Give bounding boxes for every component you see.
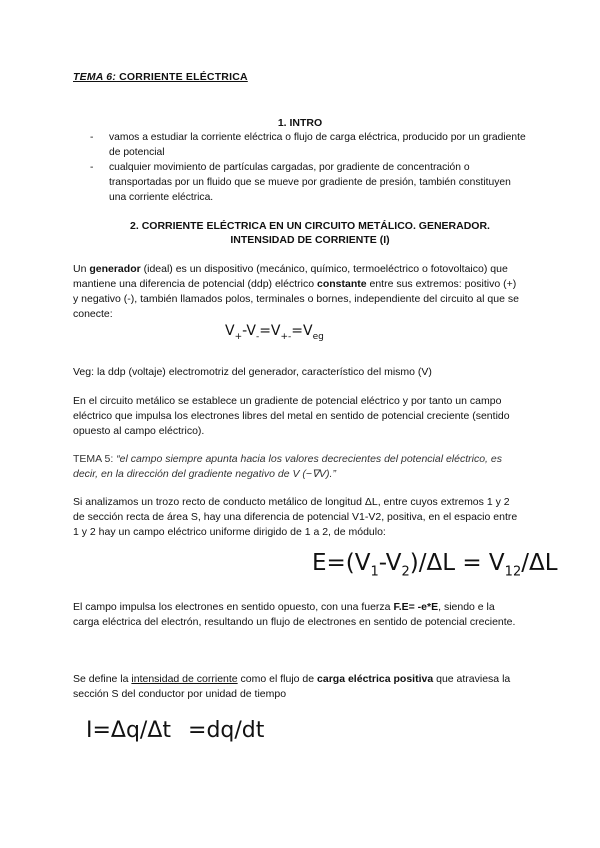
bold-term: generador [89,263,141,275]
section2-heading-line1: 2. CORRIENTE ELÉCTRICA EN UN CIRCUITO METÁLICO. GENERADOR. [130,220,490,232]
bold-term: carga eléctrica positiva [317,673,434,685]
bullet-item: - vamos a estudiar la corriente eléctrica o flujo de carga eléctrica, producido por un gradiente de potencial [90,131,530,160]
text-run: (ideal) es un dispositivo (mecánico, químico, termoeléctrico o fotovoltaico) que mantiene una diferencia de potencial (ddp) eléctrico [73,263,508,290]
underlined-term: intensidad de corriente [131,673,238,685]
formula-campo [312,550,558,580]
text-run: El campo impulsa los electrones en sentido opuesto, con una fuerza [73,601,394,613]
note-quote: “el campo siempre apunta hacia los valores decrecientes del potencial eléctrico, es decir, en la dirección del gradiente negativo de V (−∇V).” [73,453,502,480]
paragraph-tema5-note [73,452,523,482]
formula-part: /ΔL [521,550,558,576]
text-run: como el flujo de [237,673,318,685]
formula-sub: +- [280,331,292,342]
paragraph-veg: Veg: la ddp (voltaje) electromotriz del generador, característico del mismo (V) [73,366,432,378]
text-run: Se define la [73,673,132,685]
section2-heading-line2: INTENSIDAD DE CORRIENTE (I) [230,234,390,246]
formula-intensidad [86,718,264,743]
section1-heading: 1. INTRO [277,117,323,129]
text-run: entre sus extremos: positivo (+) y negativo (-), también llamados polos, terminales o bornes, independiente del circuito al que se conecte: [73,278,519,320]
text-run: Un [73,263,90,275]
formula-sub: + [234,331,243,342]
formula-part: E=(V [312,550,371,576]
formula-part: V [225,323,235,339]
paragraph-circuito: En el circuito metálico se establece un gradiente de potencial eléctrico y por tanto un campo eléctrico que impulsa los electrones libres del metal en sentido de potencial creciente (sentido opuesto al campo eléctrico). [73,395,510,437]
intro-bullet-list [90,131,530,207]
paragraph-trozo: Si analizamos un trozo recto de conducto metálico de longitud ΔL, entre cuyos extremos 1 y 2 de sección recta de área S, hay una diferencia de potencial V1-V2, positiva, en el espacio entre 1 y 2 hay un campo eléctrico uniforme dirigido de 1 a 2, de módulo: [73,496,518,538]
paragraph-generador [73,262,523,322]
formula-part: =V [291,323,313,339]
formula-veg [225,323,324,342]
formula-part: =V [259,323,281,339]
formula-sub: 12 [504,564,522,580]
bold-term: constante [316,278,367,290]
formula-part: -V [242,323,256,339]
title-prefix: TEMA 6: [73,71,117,83]
title-text: CORRIENTE ELÉCTRICA [116,71,248,83]
formula-sub: 2 [401,564,410,580]
note-label: TEMA 5: [73,453,117,465]
text-run: , siendo e la carga eléctrica del electrón, resultando un flujo de electrones en sentido de potencial creciente. [73,601,516,628]
bold-term: F.E= -e*E [393,601,439,613]
formula-sub: eg [312,331,324,342]
text-run: que atraviesa la sección S del conductor por unidad de tiempo [73,673,511,700]
paragraph-intensidad [73,672,523,702]
formula-part: -V [378,550,402,576]
formula-part: )/ΔL = V [409,550,505,576]
page-title [73,71,248,83]
formula-sub: 1 [370,564,379,580]
formula-sub: - [255,331,260,342]
formula-part: I=Δq/Δt [86,718,172,743]
paragraph-campo [73,600,523,630]
formula-part: =dq/dt [188,718,265,743]
bullet-item: - cualquier movimiento de partículas cargadas, por gradiente de concentración o transportadas por un fluido que se mueve por gradiente de presión, también constituyen una corriente eléctrica. [90,161,530,205]
